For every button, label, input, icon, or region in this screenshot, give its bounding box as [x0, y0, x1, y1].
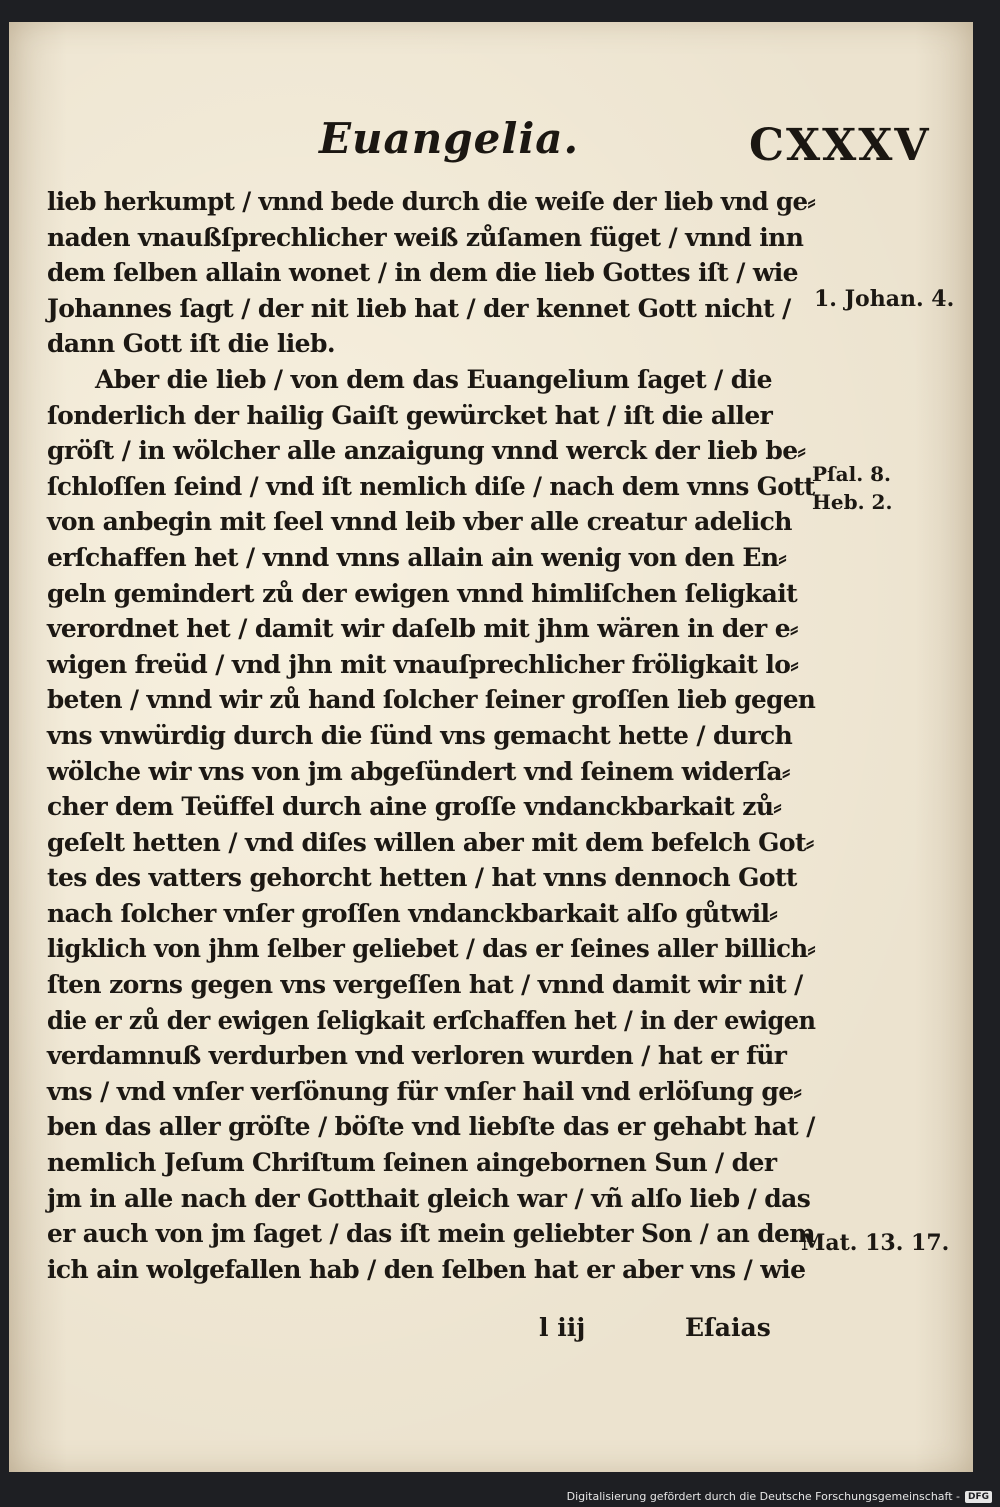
text-line: cher dem Teüffel durch aine groſſe vndanckbarkait zů⸗ — [47, 792, 782, 822]
text-line: dem ſelben allain wonet / in dem die lieb Gottes iſt / wie — [47, 258, 798, 288]
text-line: ligklich von jhm ſelber geliebet / das er ſeines aller billich⸗ — [47, 934, 816, 964]
text-line: die er zů der ewigen ſeligkait erſchaffen het / in der ewigen — [47, 1005, 816, 1035]
running-title: Euangelia. — [319, 114, 580, 163]
text-line: naden vnaußſprechlicher weiß zůſamen füget / vnnd inn — [47, 222, 804, 252]
text-line: dann Gott iſt die lieb. — [47, 329, 335, 359]
text-line: verdamnuß verdurben vnd verloren wurden / hat er für — [47, 1041, 787, 1071]
text-line: vns vnwürdig durch die ſünd vns gemacht hette / durch — [47, 720, 793, 750]
text-line: geln gemindert zů der ewigen vnnd himliſchen ſeligkait — [47, 578, 798, 608]
text-line: er auch von jm ſaget / das iſt mein geliebter Son / an dem — [47, 1219, 815, 1249]
text-line: ben das aller gröſte / böſte vnd liebſte das er gehabt hat / — [47, 1112, 815, 1142]
text-line: von anbegin mit ſeel vnnd leib vber alle creatur adelich — [47, 507, 792, 537]
text-line: ich ain wolgefallen hab / den ſelben hat er aber vns / wie — [47, 1254, 806, 1284]
margin-note-heb: Heb. 2. — [812, 490, 893, 514]
margin-note-mat: Mat. 13. 17. — [801, 1230, 950, 1256]
text-line: verordnet het / damit wir daſelb mit jhm wären in der e⸗ — [47, 614, 798, 644]
dfg-logo: DFG — [965, 1491, 992, 1503]
text-line: Aber die lieb / von dem das Euangelium ſaget / die — [95, 364, 772, 394]
text-line: lieb herkumpt / vnnd bede durch die weiſe der lieb vnd ge⸗ — [47, 187, 816, 216]
text-line: nach ſolcher vnſer groſſen vndanckbarkait alſo gůtwil⸗ — [47, 898, 778, 928]
text-line: vns / vnd vnſer verſönung für vnſer hail vnd erlöſung ge⸗ — [47, 1076, 802, 1106]
text-line: tes des vatters gehorcht hetten / hat vnns dennoch Gott — [47, 863, 797, 893]
text-line: Johannes ſagt / der nit lieb hat / der kennet Gott nicht / — [47, 293, 791, 323]
body-text — [47, 184, 817, 1287]
credit-text: Digitalisierung gefördert durch die Deutsche Forschungsgemeinschaft - — [566, 1490, 960, 1503]
folio-number: CXXXV — [749, 120, 931, 171]
text-line: gröſt / in wölcher alle anzaigung vnnd werck der lieb be⸗ — [47, 436, 806, 466]
text-line: wölche wir vns von jm abgeſündert vnd ſeinem widerſa⸗ — [47, 756, 790, 786]
catchword: Eſaias — [685, 1313, 771, 1342]
text-line: beten / vnnd wir zů hand ſolcher ſeiner groſſen lieb gegen — [47, 685, 816, 715]
text-line: ſchloſſen ſeind / vnd iſt nemlich diſe / nach dem vnns Gott — [47, 471, 815, 501]
signature-mark: l iij — [539, 1313, 586, 1342]
digitization-credit — [567, 1490, 992, 1503]
text-line: erſchaffen het / vnnd vnns allain ain wenig von den En⸗ — [47, 542, 787, 572]
text-line: wigen freüd / vnd jhn mit vnauſprechlicher fröligkait lo⸗ — [47, 649, 799, 679]
book-page — [9, 22, 973, 1472]
text-line: ſten zorns gegen vns vergeſſen hat / vnnd damit wir nit / — [47, 970, 803, 1000]
text-line: ſonderlich der hailig Gaiſt gewürcket hat / iſt die aller — [47, 400, 773, 430]
text-line: jm in alle nach der Gotthait gleich war / vñ alſo lieb / das — [47, 1183, 811, 1213]
margin-note-johan: 1. Johan. 4. — [814, 286, 955, 312]
text-line: geſelt hetten / vnd diſes willen aber mit dem befelch Got⸗ — [47, 827, 814, 857]
text-line: nemlich Jeſum Chriſtum ſeinen aingebornen Sun / der — [47, 1148, 777, 1178]
margin-note-psal: Pſal. 8. — [812, 462, 892, 486]
